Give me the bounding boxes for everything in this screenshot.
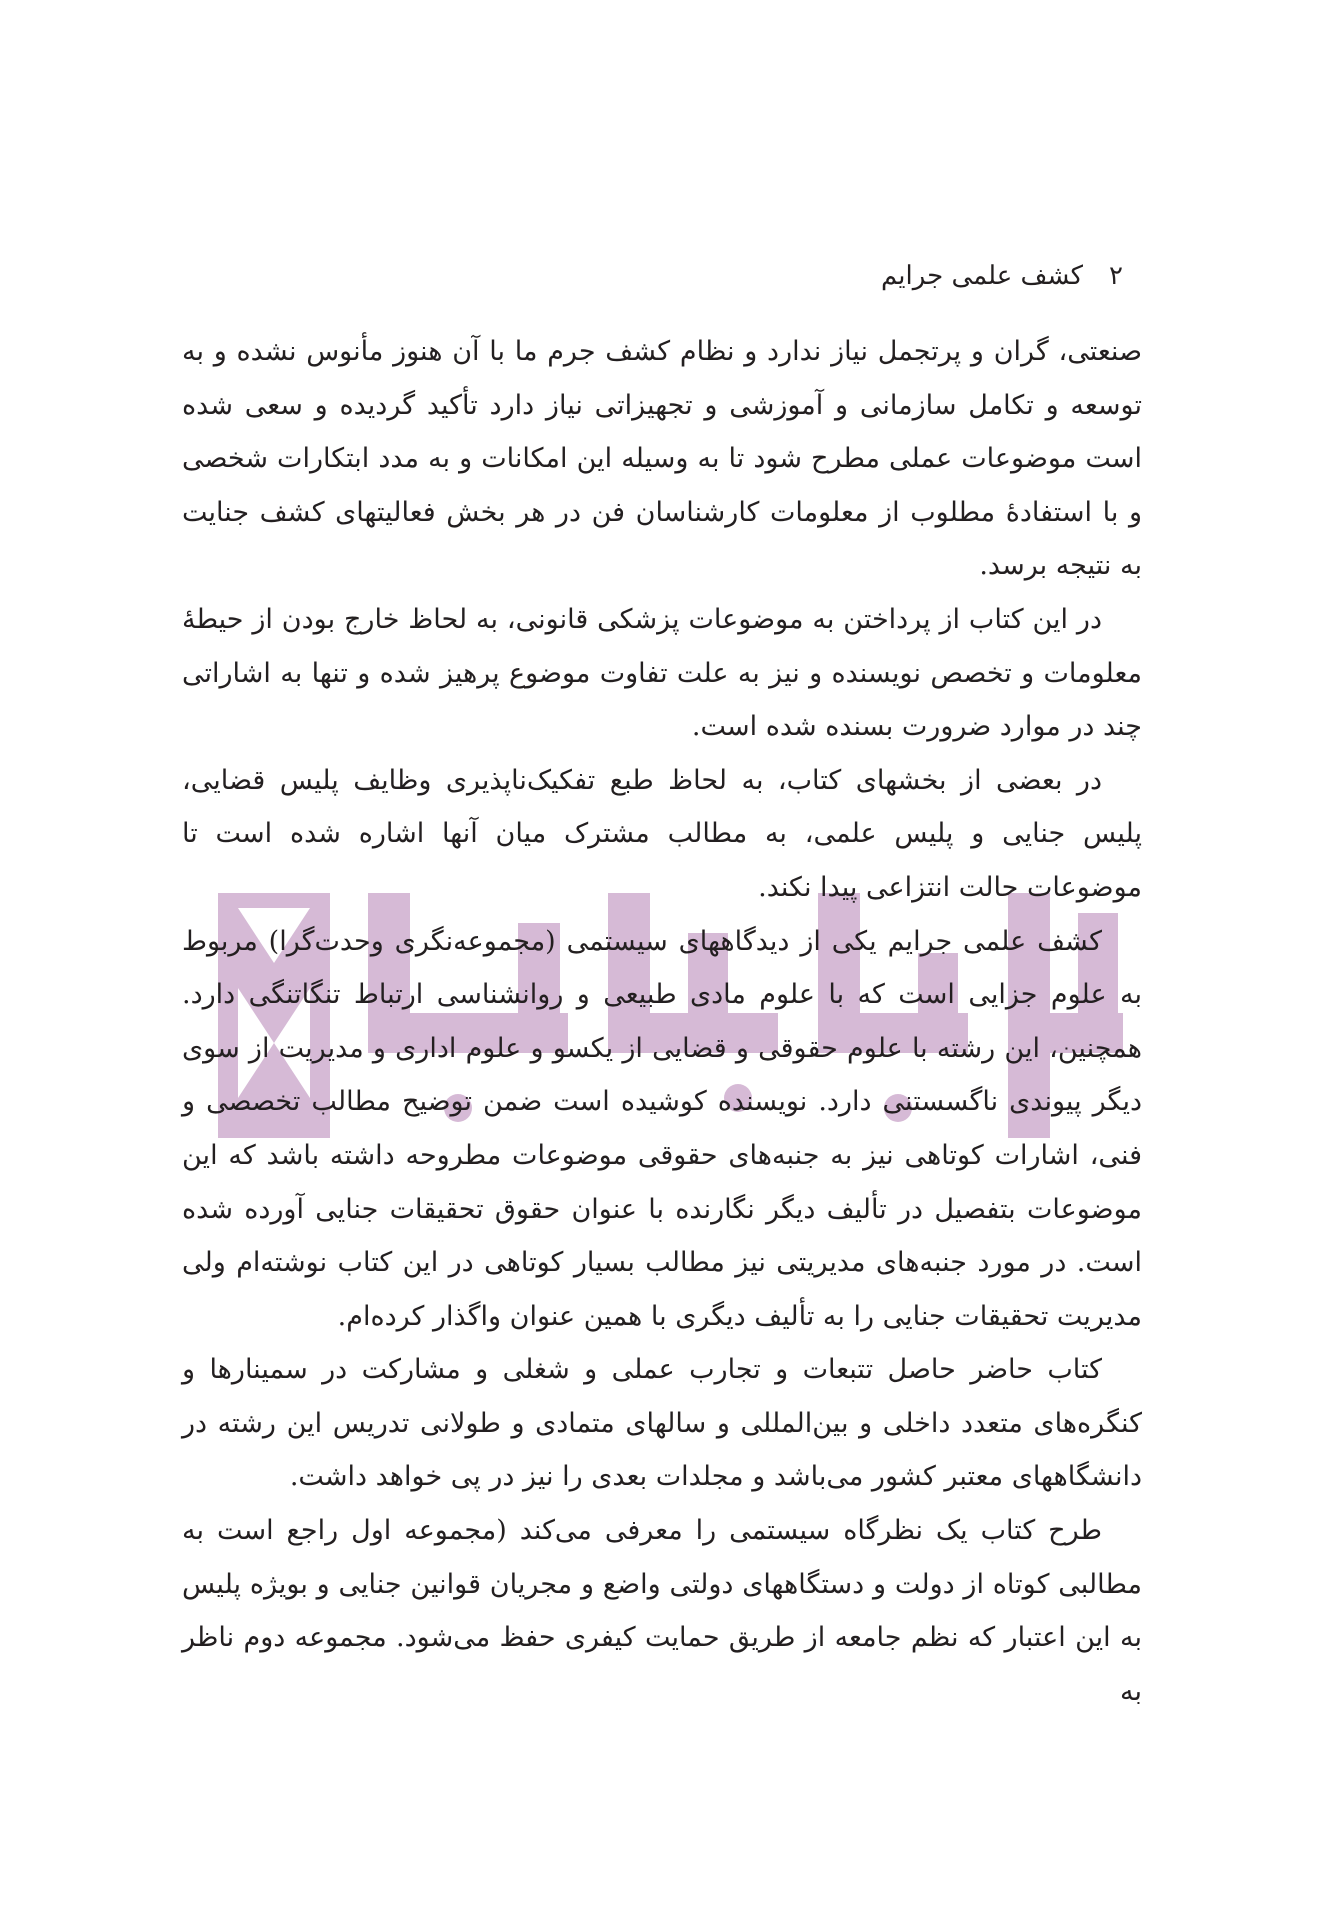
running-title: کشف علمی جرایم: [881, 261, 1084, 291]
paragraph: صنعتی، گران و پرتجمل نیاز ندارد و نظام کشف جرم ما با آن هنوز مأنوس نشده و به توسعه و تکامل سازمانی و آموزشی و تجهیزاتی نیاز دارد تأکید گردیده و سعی شده است موضوعات عملی مطرح شود تا به وسیله این امکانات و به مدد ابتکارات شخصی و با استفادهٔ مطلوب از معلومات کارشناسان فن در هر بخش فعالیتهای کشف جنایت به نتیجه برسد.: [182, 336, 1142, 582]
paragraph: طرح کتاب یک نظرگاه سیستمی را معرفی می‌کند (مجموعه اول راجع است به مطالبی کوتاه از دولت و دستگاههای دولتی واضع و مجریان قوانین جنایی و بویژه پلیس به این اعتبار که نظم جامعه از طریق حمایت کیفری حفظ می‌شود. مجموعه دوم ناظر به: [182, 1515, 1142, 1707]
paragraph: در این کتاب از پرداختن به موضوعات پزشکی قانونی، به لحاظ خارج بودن از حیطهٔ معلومات و تخصص نویسنده و نیز به علت تفاوت موضوع پرهیز شده و تنها به اشاراتی چند در موارد ضرورت بسنده شده است.: [182, 603, 1142, 743]
paragraph: کشف علمی جرایم یکی از دیدگاههای سیستمی (مجموعه‌نگری وحدت‌گرا) مربوط به علوم جزایی است که با علوم مادی طبیعی و روانشناسی ارتباط تنگاتنگی دارد. همچنین، این رشته با علوم حقوقی و قضایی از یکسو و علوم اداری و مدیریت از سوی دیگر پیوندی ناگسستنی دارد. نویسنده کوشیده است ضمن توضیح مطالب تخصصی و فنی، اشارات کوتاهی نیز به جنبه‌های حقوقی موضوعات مطروحه داشته باشد که این موضوعات بتفصیل در تألیف دیگر نگارنده با عنوان حقوق تحقیقات جنایی آورده شده است. در مورد جنبه‌های مدیریتی نیز مطالب بسیار کوتاهی در این کتاب نوشته‌ام ولی مدیریت تحقیقات جنایی را به تألیف دیگری با همین عنوان واگذار کرده‌ام.: [182, 925, 1142, 1332]
paragraph: کتاب حاضر حاصل تتبعات و تجارب عملی و شغلی و مشارکت در سمینارها و کنگره‌های متعدد داخلی و بین‌المللی و سالهای متمادی و طولانی تدریس این رشته در دانشگاههای معتبر کشور می‌باشد و مجلدات بعدی را نیز در پی خواهد داشت.: [182, 1354, 1142, 1493]
running-header: [881, 258, 1123, 294]
body-text: [182, 325, 1142, 1718]
page-number: ۲: [1109, 261, 1123, 291]
paragraph: در بعضی از بخشهای کتاب، به لحاظ طبع تفکیک‌ناپذیری وظایف پلیس قضایی، پلیس جنایی و پلیس علمی، به مطالب مشترک میان آنها اشاره شده است تا موضوعات حالت انتزاعی پیدا نکند.: [182, 764, 1142, 903]
